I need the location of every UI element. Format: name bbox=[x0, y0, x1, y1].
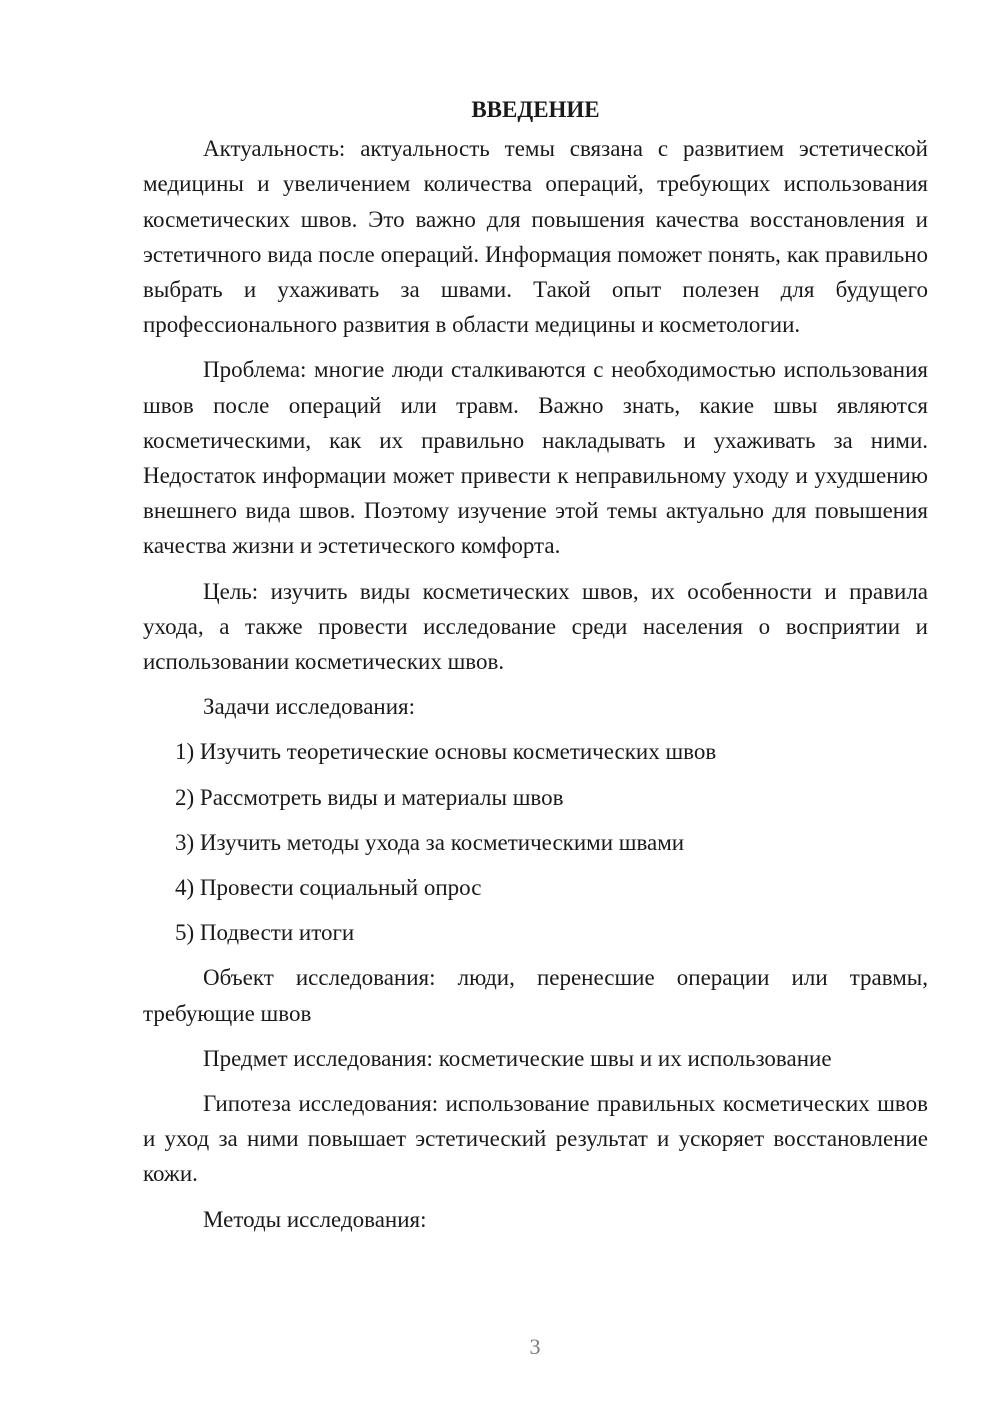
methods-heading: Методы исследования: bbox=[203, 1206, 427, 1232]
list-item: 1) Изучить теоретические основы косметических швов bbox=[175, 739, 717, 765]
list-item: 5) Подвести итоги bbox=[175, 920, 355, 946]
relevance-paragraph: Актуальность: актуальность темы связана с развитием эстетической медицины и увеличением количества операций, требующих использования косметических швов. Это важно для повышения качества восстановления и эстетичного вида после операций. Информация поможет понять, как правильно выбрать и ухаживать за швами. Такой опыт полезен для будущего профессионального развития в области медицины и косметологии. bbox=[143, 136, 928, 338]
document-body bbox=[143, 92, 928, 1247]
hypothesis-paragraph: Гипотеза исследования: использование правильных косметических швов и уход за ними повышает эстетический результат и ускоряет восстановление кожи. bbox=[143, 1091, 928, 1187]
page-title: ВВЕДЕНИЕ bbox=[471, 97, 600, 122]
list-item: 3) Изучить методы ухода за косметическими швами bbox=[175, 829, 685, 855]
list-item: 2) Рассмотреть виды и материалы швов bbox=[175, 784, 564, 810]
list-item: 4) Провести социальный опрос bbox=[175, 875, 482, 901]
object-paragraph: Объект исследования: люди, перенесшие операции или травмы, требующие швов bbox=[143, 965, 928, 1026]
goal-paragraph: Цель: изучить виды косметических швов, их особенности и правила ухода, а также провести исследование среди населения о восприятии и использовании косметических швов. bbox=[143, 578, 928, 675]
problem-paragraph: Проблема: многие люди сталкиваются с необходимостью использования швов после операций или травм. Важно знать, какие швы являются косметическими, как их правильно накладывать и ухаживать за ними. Недостаток информации может привести к неправильному уходу и ухудшению внешнего вида швов. Поэтому изучение этой темы актуально для повышения качества жизни и эстетического комфорта. bbox=[143, 357, 928, 559]
tasks-heading: Задачи исследования: bbox=[203, 694, 416, 720]
subject-paragraph: Предмет исследования: косметические швы и их использование bbox=[203, 1045, 832, 1071]
tasks-list bbox=[143, 734, 928, 950]
page-number: 3 bbox=[529, 1334, 541, 1359]
